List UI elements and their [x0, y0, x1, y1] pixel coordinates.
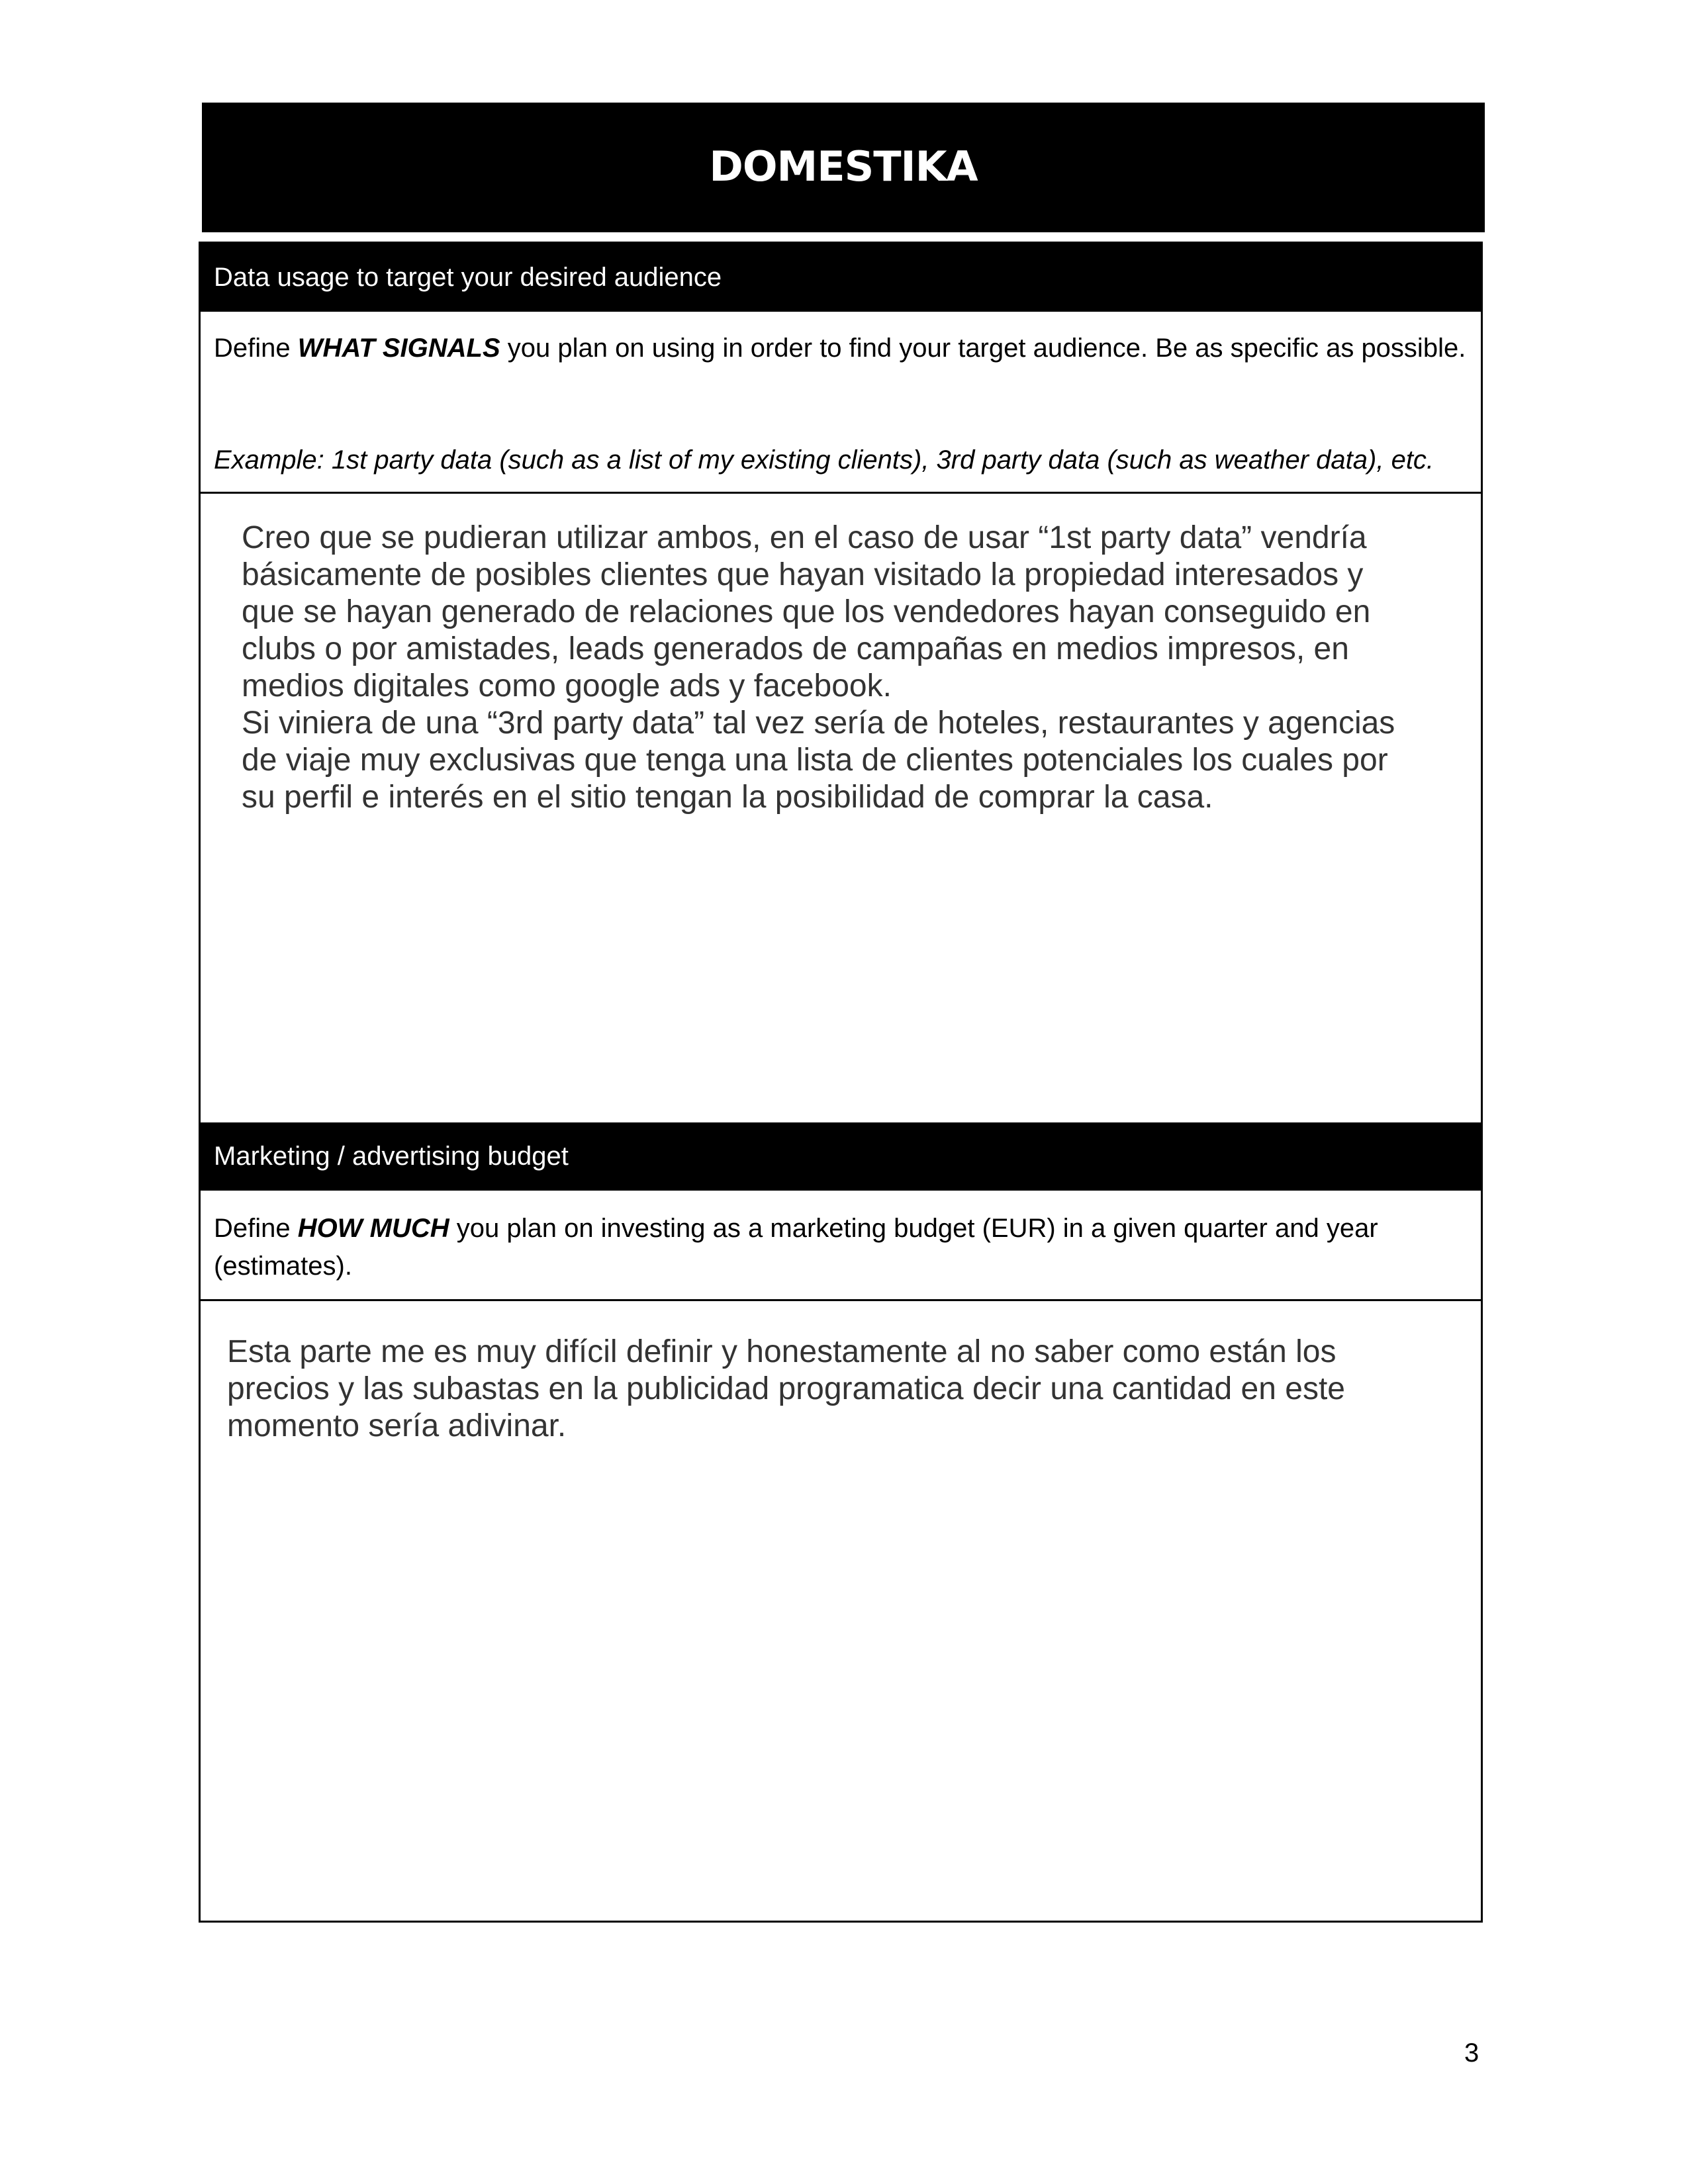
- answer-budget[interactable]: Esta parte me es muy difícil definir y honestamente al no saber como están los precios y las subastas en la publicidad programatica decir una cantidad en este momento sería adivinar.: [227, 1334, 1345, 1443]
- form-table: [199, 242, 1483, 1923]
- divider: [201, 492, 1481, 494]
- instruction-emphasis: HOW MUCH: [297, 1214, 449, 1243]
- instruction-suffix: you plan on investing as a marketing budget (EUR) in a given quarter and year (estimates).: [214, 1214, 1378, 1281]
- instruction-prefix: Define: [214, 1214, 298, 1243]
- page-number: 3: [1464, 2038, 1479, 2068]
- section-title: Data usage to target your desired audience: [214, 263, 722, 292]
- section-heading-budget: [201, 1122, 1481, 1191]
- domestika-logo: DOMESTIKA: [709, 142, 978, 191]
- header-banner: [202, 103, 1485, 232]
- section-title: Marketing / advertising budget: [214, 1142, 569, 1171]
- instruction-what-signals: [201, 330, 1481, 367]
- instruction-suffix: you plan on using in order to find your target audience. Be as specific as possible.: [500, 334, 1466, 363]
- divider: [201, 1299, 1481, 1301]
- example-text: Example: 1st party data (such as a list of my existing clients), 3rd party data (such as weather data), etc.: [214, 445, 1434, 475]
- section-heading-data-usage: [201, 244, 1481, 312]
- instruction-prefix: Define: [214, 334, 298, 363]
- instruction-how-much: [201, 1210, 1481, 1285]
- answer-data-usage[interactable]: Creo que se pudieran utilizar ambos, en el caso de usar “1st party data” vendría básicamente de posibles clientes que hayan visitado la propiedad interesados y que se hayan generado de relaciones que los vendedores hayan conseguido en clubs o por amistades, leads generados de campañas en medios impresos, en medios digitales como google ads y facebook. Si viniera de una “3rd party data” tal vez sería de hoteles, restaurantes y agencias de viaje muy exclusivas que tenga una lista de clientes potenciales los cuales por su perfil e interés en el sitio tengan la posibilidad de comprar la casa.: [242, 520, 1395, 815]
- instruction-emphasis: WHAT SIGNALS: [297, 334, 500, 363]
